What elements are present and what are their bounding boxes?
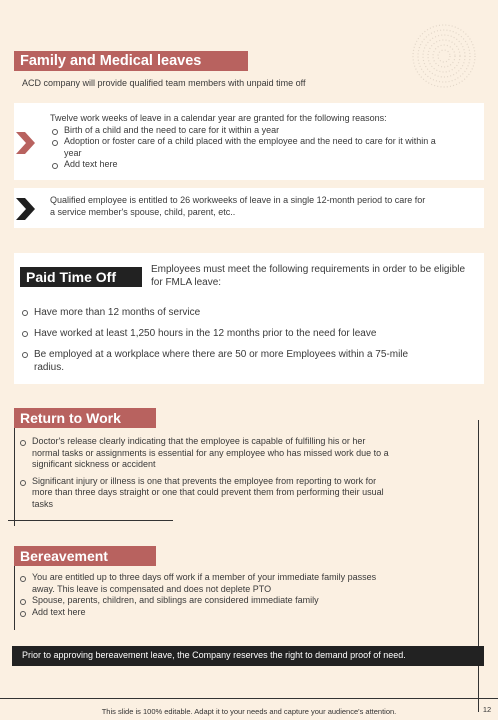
list-item: Spouse, parents, children, and siblings are considered immediate family bbox=[18, 595, 393, 607]
list-item: Significant injury or illness is one that prevents the employee from reporting to work for more than three days straight or one that could prevent them from performing their usual tasks bbox=[18, 476, 393, 511]
bereavement-heading: Bereavement bbox=[14, 546, 156, 566]
bereavement-note: Prior to approving bereavement leave, the Company reserves the right to demand proof of need. bbox=[22, 650, 406, 660]
bereavement-note-bar bbox=[12, 646, 484, 666]
family-box-reasons bbox=[14, 103, 484, 180]
family-intro: ACD company will provide qualified team members with unpaid time off bbox=[22, 78, 306, 88]
pto-box bbox=[14, 253, 484, 384]
family-reasons-lead: Twelve work weeks of leave in a calendar year are granted for the following reasons: bbox=[50, 113, 387, 123]
list-item: Add text here bbox=[50, 159, 440, 171]
bereavement-left-line bbox=[14, 566, 15, 630]
page-number: 12 bbox=[482, 705, 492, 714]
list-item: Have worked at least 1,250 hours in the 12 months prior to the need for leave bbox=[20, 327, 420, 340]
list-item: Adoption or foster care of a child placed with the employee and the need to care for it within a year bbox=[50, 136, 440, 159]
list-item: Be employed at a workplace where there are 50 or more Employees within a 75-mile radius. bbox=[20, 348, 420, 374]
chevron-right-icon bbox=[14, 196, 36, 222]
return-heading: Return to Work bbox=[14, 408, 156, 428]
return-left-line bbox=[14, 428, 15, 526]
pto-lead: Employees must meet the following requirements in order to be eligible for FMLA leave: bbox=[151, 264, 466, 288]
family-box-service bbox=[14, 188, 484, 228]
list-item: Have more than 12 months of service bbox=[20, 306, 420, 319]
return-bottom-line bbox=[8, 520, 173, 521]
family-heading: Family and Medical leaves bbox=[14, 51, 248, 71]
footer-text: This slide is 100% editable. Adapt it to your needs and capture your audience's attention. bbox=[101, 707, 397, 716]
list-item: Birth of a child and the need to care for it within a year bbox=[50, 125, 440, 137]
service-member-text: Qualified employee is entitled to 26 workweeks of leave in a single 12-month period to care for a service member's spouse, child, parent, etc.. bbox=[50, 195, 426, 217]
right-divider-line bbox=[478, 420, 479, 712]
list-item: Add text here bbox=[18, 607, 393, 619]
pto-heading: Paid Time Off bbox=[20, 267, 142, 287]
list-item: Doctor's release clearly indicating that the employee is capable of fulfilling his or her normal tasks or assignments is essential for any employee who has missed work due to a significant sickness or accident bbox=[18, 436, 393, 471]
list-item: You are entitled up to three days off work if a member of your immediate family passes away. This leave is compensated and does not deplete PTO bbox=[18, 572, 393, 595]
chevron-right-icon bbox=[14, 130, 36, 156]
footer-line bbox=[0, 698, 498, 699]
